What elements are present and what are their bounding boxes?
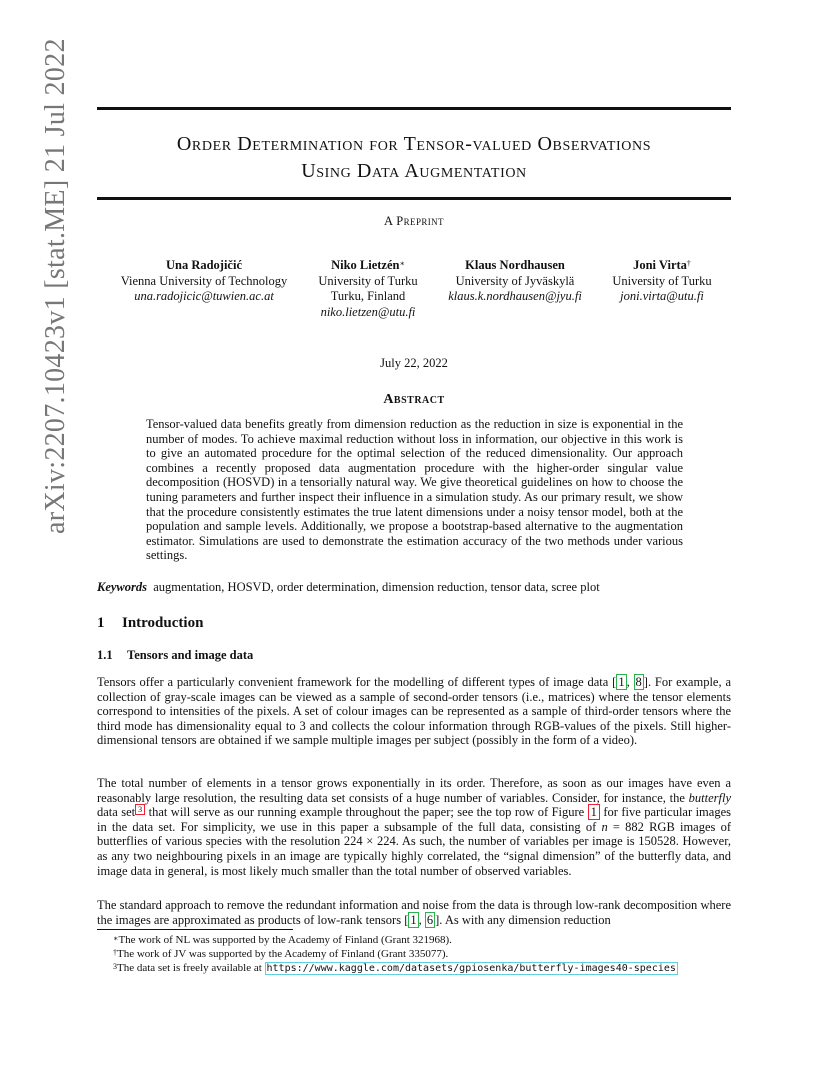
section-heading — [97, 615, 203, 632]
subsection-heading — [97, 648, 253, 663]
title-bottom-rule — [97, 197, 731, 200]
author-name: Una Radojičić — [165, 258, 243, 272]
citation-link[interactable]: 6 — [426, 912, 434, 927]
section-number: 1 — [97, 615, 105, 631]
abstract-heading: Abstract — [383, 392, 445, 407]
author-affiliation: University of Turku — [612, 273, 712, 288]
paper-date: July 22, 2022 — [380, 356, 448, 370]
keywords-label: Keywords — [97, 580, 147, 594]
dataset-url-link[interactable]: https://www.kaggle.com/datasets/gpiosenka/butterfly-images40-species — [266, 963, 676, 974]
arxiv-sidebar-stamp: arXiv:2207.10423v1 [stat.ME] 21 Jul 2022 — [40, 38, 71, 534]
keywords-line — [97, 580, 731, 595]
author-footnote-mark: ∗ — [399, 259, 405, 268]
title-top-rule — [97, 107, 731, 110]
section-title: Introduction — [122, 615, 204, 631]
author-block-1 — [107, 258, 301, 305]
author-email: klaus.k.nordhausen@jyu.fi — [448, 289, 582, 303]
author-name: Niko Lietzén — [331, 258, 400, 272]
paragraph-3: The standard approach to remove the redundant information and noise from the data is through low-rank decomposition where the images are approximated as products of low-rank tensors [ 1 , 6 ]. As with any dimension reduction — [97, 898, 731, 927]
citation-link[interactable]: 1 — [410, 912, 417, 927]
paragraph-1: Tensors offer a particularly convenient framework for the modelling of different types of image data [ 1 , 8 ]. For example, a collection of gray-scale images can be viewed as a sample of second-order tensors (i.e., matrices) where the tensor elements correspond to intensities of the pixels. A set of colour images can be represented as a sample of third-order tensors where the third mode has dimensionality equal to 3 and collects the colour information through RGB-values of the pixels. Still higher-dimensional tensors are obtained if we sample multiple images per subject (possibly in the form of a video). — [97, 675, 731, 748]
author-affiliation: Vienna University of Technology — [120, 273, 288, 288]
preprint-label: A Preprint — [384, 214, 444, 228]
subsection-title: Tensors and image data — [127, 648, 254, 662]
figure-link[interactable]: 1 — [588, 804, 600, 820]
footnote-3: $^3$The data set is freely available at https://www.kaggle.com/datasets/gpiosenka/butterfly-images40-species — [113, 962, 676, 974]
author-email: joni.virta@utu.fi — [620, 289, 704, 303]
author-name: Klaus Nordhausen — [465, 258, 565, 272]
author-affiliation: University of Turku — [318, 273, 418, 288]
paragraph-2: The total number of elements in a tensor grows exponentially in its order. Therefore, as soon as our images have even a reasonably large resolution, the resulting data set consists of a huge number of variables. Consider, for instance, the butterfly data set $^3$ that will serve as our running example throughout the paper; see the top row of Figure 1 for five particular images in the data set. For simplicity, we use in this paper a subsample of the full data, consisting of n = 882 RGB images of butterflies of various species with the resolution 224 × 224. As such, the number of variables per image is 150528. However, as any two neighbouring pixels in an image are typically highly correlated, the “signal dimension” of the butterfly data, and image data in general, is most likely much smaller than the total number of observed variables. — [97, 776, 731, 878]
paper-title-line2: Using Data Augmentation — [301, 160, 527, 182]
keywords-text: augmentation, HOSVD, order determination, dimension reduction, tensor data, scree plot — [153, 580, 600, 594]
footnote-2: †The work of JV was supported by the Academy of Finland (Grant 335077). — [113, 948, 449, 960]
footnote-1: ∗The work of NL was supported by the Academy of Finland (Grant 321968). — [113, 934, 452, 946]
author-email: niko.lietzen@utu.fi — [320, 304, 416, 319]
citation-link[interactable]: 1 — [618, 675, 625, 689]
footnote-link[interactable]: 3 — [135, 804, 145, 815]
subsection-number: 1.1 — [97, 648, 113, 662]
paper-title-line1: Order Determination for Tensor-valued Observations — [176, 133, 652, 155]
author-affiliation: University of Jyväskylä — [455, 273, 575, 288]
author-block-3 — [436, 258, 594, 305]
author-block-4 — [600, 258, 724, 305]
author-location: Turku, Finland — [330, 289, 406, 303]
author-email: una.radojicic@tuwien.ac.at — [134, 289, 274, 303]
author-name: Joni Virta — [633, 258, 687, 272]
footnote-rule — [97, 929, 293, 930]
citation-link[interactable]: 8 — [635, 675, 642, 689]
author-footnote-mark: † — [686, 259, 691, 268]
author-block-2 — [306, 258, 430, 320]
abstract-text: Tensor-valued data benefits greatly from dimension reduction as the reduction in size is exponential in the number of modes. To achieve maximal reduction without loss in information, our objective in this work is to give an automated procedure for the optimal selection of the reduced dimensionality. Our approach combines a recently proposed data augmentation procedure with the higher-order singular value decomposition (HOSVD) in a tensorially natural way. We give theoretical guidelines on how to choose the tuning parameters and further inspect their influence in a simulation study. As our primary result, we show that the procedure consistently estimates the true latent dimensions under a noisy tensor model, both at the population and sample levels. Additionally, we propose a bootstrap-based alternative to the augmentation estimator. Simulations are used to demonstrate the estimation accuracy of the two methods under various settings. — [146, 417, 683, 563]
